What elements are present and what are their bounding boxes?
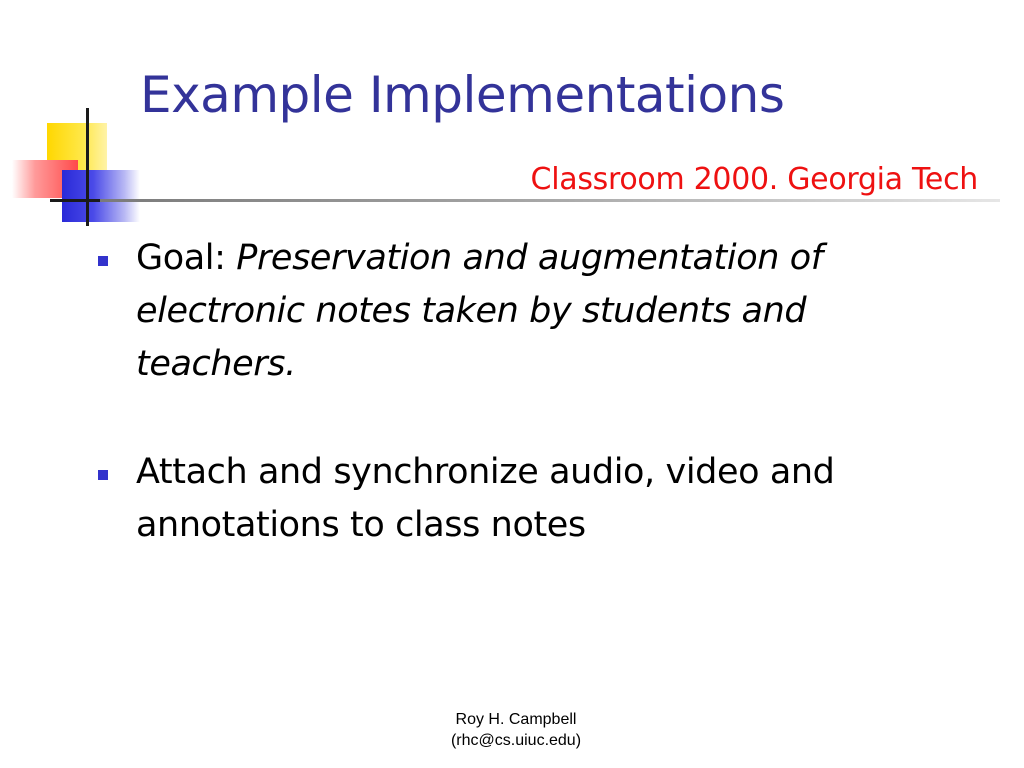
footer-author: Roy H. Campbell [455, 711, 577, 728]
slide-title: Example Implementations [140, 66, 785, 124]
bullet-square-icon [98, 256, 108, 266]
slide-footer [441, 709, 591, 751]
bullet-item-goal [96, 232, 976, 391]
slide-subtitle: Classroom 2000. Georgia Tech [530, 162, 978, 197]
bullet-item-attach [96, 446, 976, 552]
decorative-logo [0, 0, 160, 240]
bullet-square-icon [98, 470, 108, 480]
bullet-lead-text: Goal: [136, 238, 237, 278]
footer-email: (rhc@cs.uiuc.edu) [450, 732, 582, 749]
blue-square-shape [62, 170, 140, 222]
title-underline-rule [100, 199, 1000, 202]
bullet-text: Attach and synchronize audio, video and annotations to class notes [136, 452, 835, 545]
bullet-emphasis-text: Preservation and augmentation of electronic notes taken by students and teachers. [136, 238, 823, 384]
vertical-rule [86, 108, 89, 226]
bullet-list [96, 232, 976, 552]
